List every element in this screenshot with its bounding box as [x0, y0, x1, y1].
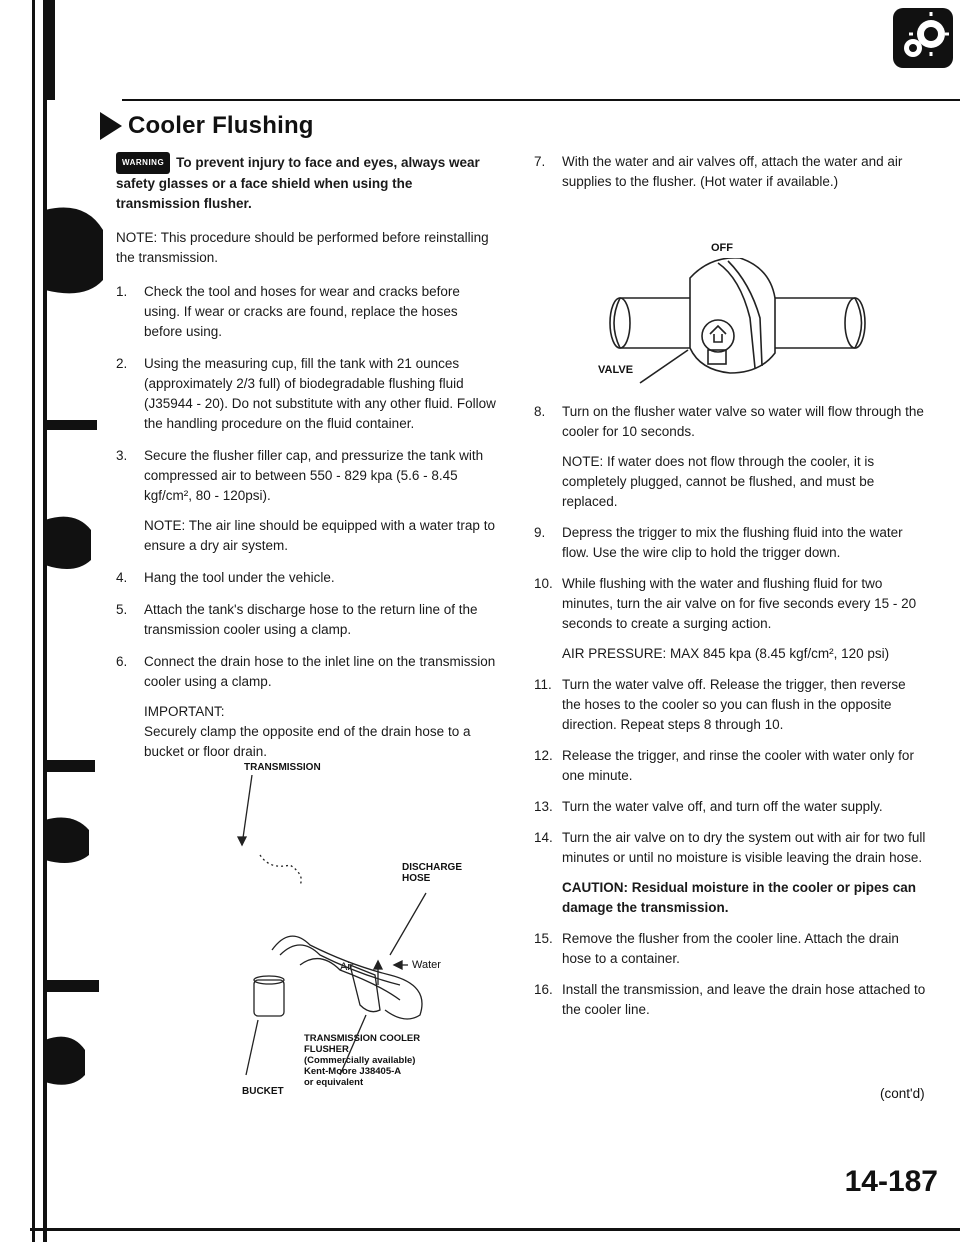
step-text: Release the trigger, and rinse the cooler with water only for one minute. [562, 748, 914, 783]
page-number: 14-187 [844, 1165, 938, 1198]
step-note: AIR PRESSURE: MAX 845 kpa (8.45 kgf/cm², 120 psi) [562, 646, 890, 661]
step-number: 8. [534, 404, 546, 419]
step-note: NOTE: If water does not flow through the cooler, it is completely plugged, cannot be flushed, and must be replaced. [562, 454, 875, 509]
right-column [534, 152, 926, 192]
step-number: 14. [534, 830, 553, 845]
valve-diagram [600, 258, 880, 388]
step-number: 9. [534, 525, 546, 540]
step-text: Connect the drain hose to the inlet line on the transmission cooler using a clamp. [144, 654, 496, 689]
right-step-7 [534, 152, 926, 192]
right-step-11 [534, 675, 926, 735]
step-text: While flushing with the water and flushing fluid for two minutes, turn the air valve on for five seconds every 15 - 20 seconds to create a surging action. [562, 576, 917, 631]
step-number: 11. [534, 677, 552, 692]
step-text: Turn the water valve off, and turn off the water supply. [562, 799, 883, 814]
step-text: Attach the tank's discharge hose to the return line of the transmission cooler using a clamp. [144, 602, 478, 637]
step-text: Remove the flusher from the cooler line. Attach the drain hose to a container. [562, 931, 899, 966]
right-step-14 [534, 828, 926, 918]
header-rule [122, 99, 960, 101]
right-step-15 [534, 929, 926, 969]
gear-section-icon [893, 8, 953, 68]
left-step-5 [116, 600, 496, 640]
page-bottom-rule [30, 1228, 960, 1231]
warning-block [116, 152, 496, 214]
step-number: 13. [534, 799, 553, 814]
step-number: 7. [534, 154, 546, 169]
left-step-6 [116, 652, 496, 762]
right-step-13 [534, 797, 926, 817]
left-step-4 [116, 568, 496, 588]
step-number: 6. [116, 654, 128, 669]
warning-text: To prevent injury to face and eyes, always wear safety glasses or a face shield when using the transmission flusher. [116, 155, 480, 211]
left-step-3 [116, 446, 496, 556]
margin-tabs [45, 0, 115, 1242]
step-text: Hang the tool under the vehicle. [144, 570, 335, 585]
step-text: Secure the flusher filler cap, and pressurize the tank with compressed air to between 550 - 829 kpa (5.6 - 8.45 kgf/cm², 80 - 120psi). [144, 448, 484, 503]
left-column [116, 152, 496, 762]
left-step-1 [116, 282, 496, 342]
step-text: Depress the trigger to mix the flushing fluid into the water flow. Use the wire clip to hold the trigger down. [562, 525, 903, 560]
step-text: Turn the air valve on to dry the system out with air for two full minutes or until no moisture is visible leaving the drain hose. [562, 830, 926, 865]
step-text: With the water and air valves off, attach the water and air supplies to the flusher. (Hot water if available.) [562, 154, 903, 189]
step-text: Install the transmission, and leave the drain hose attached to the cooler line. [562, 982, 926, 1017]
right-step-10 [534, 574, 926, 664]
label-flusher: TRANSMISSION COOLER FLUSHER (Commercially available) Kent-Moore J38405-A or equivalent [304, 1033, 421, 1088]
step-text: Using the measuring cup, fill the tank with 21 ounces (approximately 2/3 full) of biodegradable flushing fluid (J35944 - 20). Do not substitute with any other fluid. Follow the handling procedure on the fluid container. [144, 356, 496, 431]
step-note: NOTE: The air line should be equipped with a water trap to ensure a dry air system. [144, 518, 495, 553]
label-discharge-hose: DISCHARGE HOSE [402, 862, 463, 884]
step-number: 1. [116, 284, 128, 299]
label-transmission: TRANSMISSION [244, 762, 321, 773]
right-step-8 [534, 402, 926, 512]
label-bucket: BUCKET [242, 1086, 284, 1097]
step-number: 2. [116, 356, 128, 371]
step-caution: CAUTION: Residual moisture in the cooler or pipes can damage the transmission. [562, 880, 917, 915]
label-water: Water [412, 959, 441, 971]
binding-rule-outer [32, 0, 35, 1242]
right-steps [534, 402, 926, 1020]
step-number: 3. [116, 448, 128, 463]
label-off: OFF [711, 242, 733, 254]
right-step-9 [534, 523, 926, 563]
step-text: Check the tool and hoses for wear and cracks before using. If wear or cracks are found, replace the hoses before using. [144, 284, 460, 339]
continued-label: (cont'd) [880, 1086, 925, 1101]
right-step-12 [534, 746, 926, 786]
step-number: 4. [116, 570, 128, 585]
right-column-steps [534, 402, 926, 1020]
left-step-2 [116, 354, 496, 434]
label-air: Air [340, 961, 354, 973]
step-number: 5. [116, 602, 128, 617]
step-number: 16. [534, 982, 553, 997]
step-note: IMPORTANT: Securely clamp the opposite end of the drain hose to a bucket or floor drain. [144, 704, 471, 759]
page-title: Cooler Flushing [128, 112, 314, 139]
warning-badge: WARNING [116, 152, 170, 174]
right-step-7 [534, 152, 926, 192]
title-bullet-icon [100, 112, 122, 140]
step-text: Turn on the flusher water valve so water will flow through the cooler for 10 seconds. [562, 404, 924, 439]
step-number: 10. [534, 576, 553, 591]
note-text: NOTE: This procedure should be performed before reinstalling the transmission. [116, 230, 489, 265]
flusher-diagram [230, 775, 470, 1095]
right-step-16 [534, 980, 926, 1020]
step-number: 15. [534, 931, 553, 946]
step-number: 12. [534, 748, 553, 763]
left-steps [116, 282, 496, 762]
label-valve: VALVE [598, 364, 634, 376]
step-text: Turn the water valve off. Release the trigger, then reverse the hoses to the cooler so you can flush in the opposite direction. Repeat steps 8 through 10. [562, 677, 906, 732]
